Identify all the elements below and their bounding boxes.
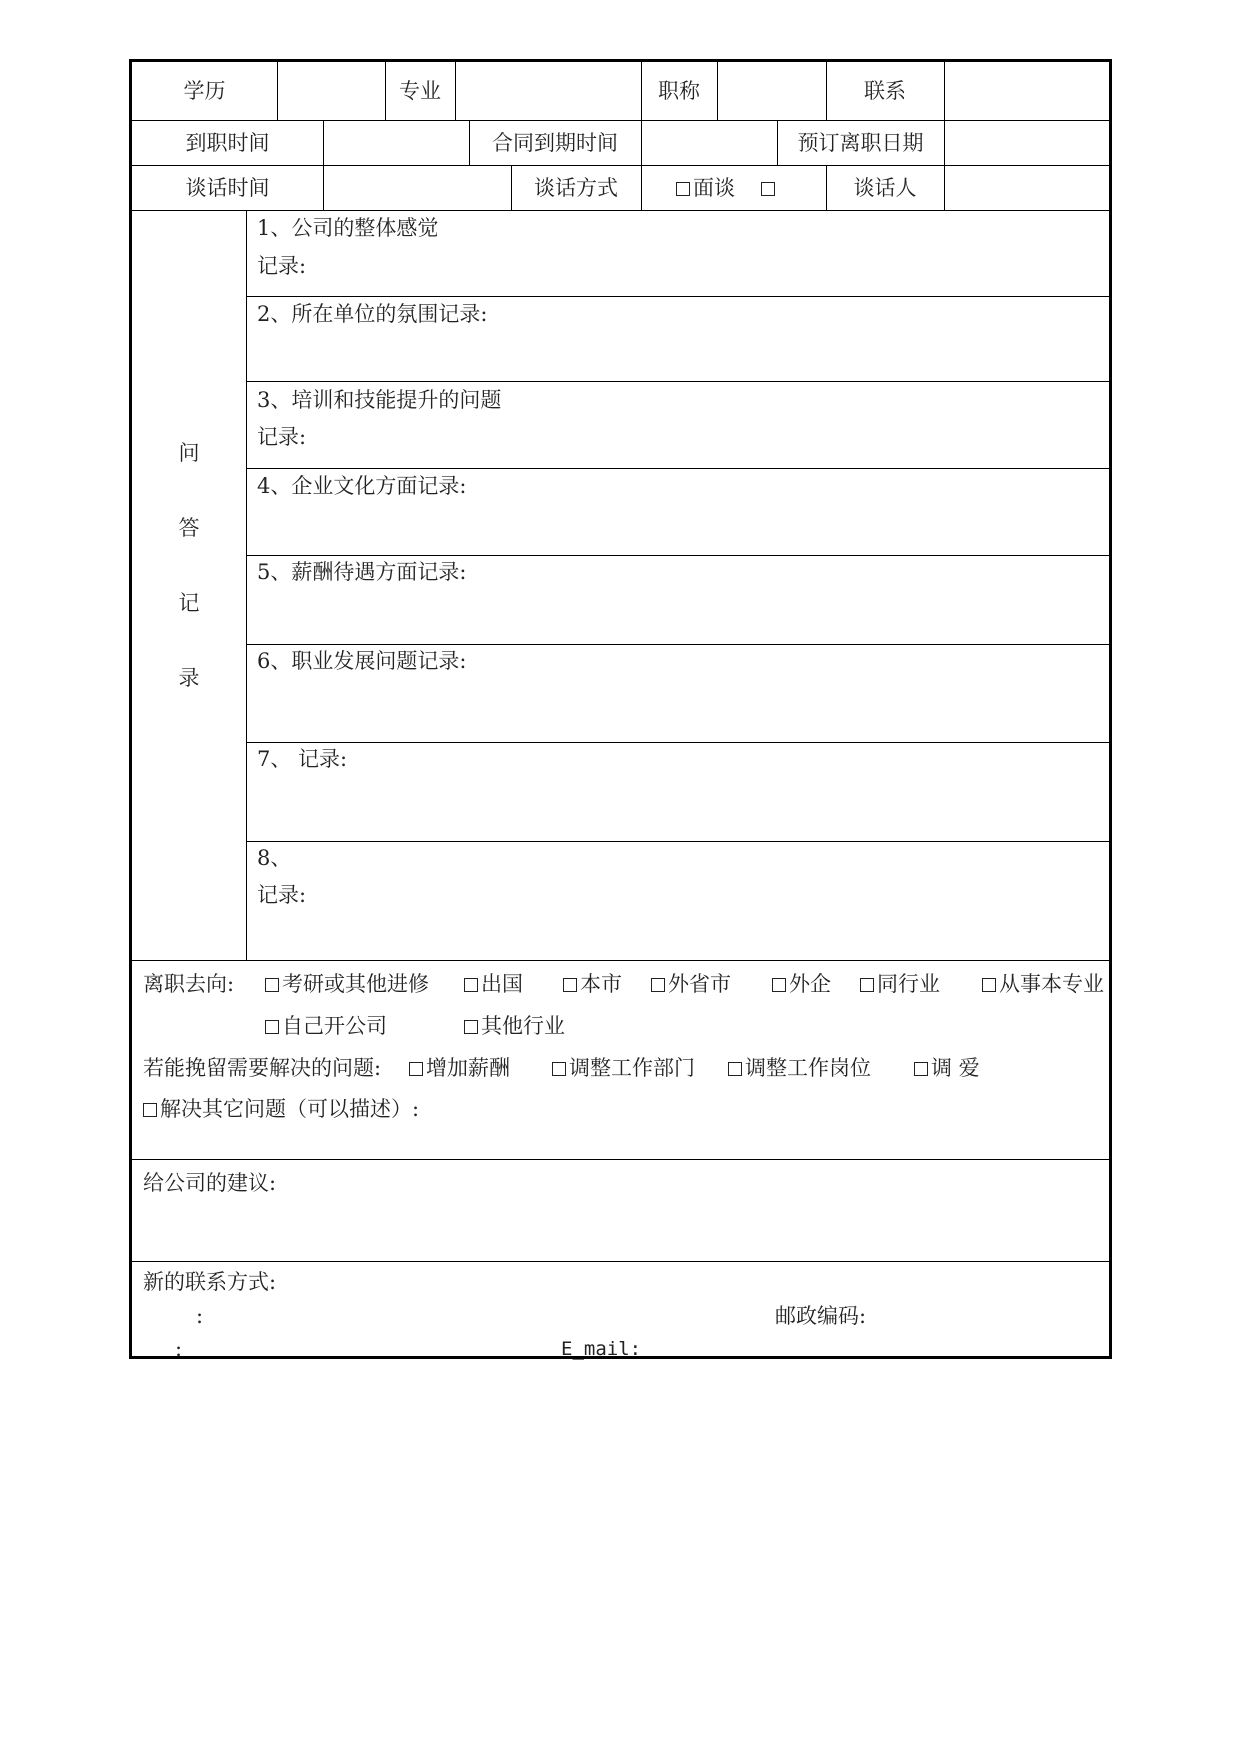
checkbox-icon[interactable] <box>860 978 874 992</box>
face-to-face-checkbox[interactable] <box>676 182 690 196</box>
option-label: 调整工作岗位 <box>745 1056 871 1080</box>
qa-item-5-title: 5、薪酬待遇方面记录: <box>257 560 467 584</box>
checkbox-icon[interactable] <box>464 978 478 992</box>
qa-item-3-title: 3、培训和技能提升的问题 <box>257 388 502 412</box>
option-label: 自己开公司 <box>282 1014 387 1038</box>
destination-label: 离职去向: <box>143 972 235 996</box>
qa-side-char-1: 问 <box>178 441 200 465</box>
checkbox-icon[interactable] <box>265 978 279 992</box>
email-label: E_mail: <box>561 1338 642 1360</box>
interviewer-label: 谈话人 <box>853 176 917 200</box>
qa-item-1-title: 1、公司的整体感觉 <box>257 216 439 240</box>
option-label: 从事本专业 <box>999 972 1104 996</box>
checkbox-icon[interactable] <box>409 1062 423 1076</box>
interview-method-label: 谈话方式 <box>534 176 618 200</box>
destination-option-5[interactable] <box>772 971 831 997</box>
destination-option-6[interactable] <box>860 971 940 997</box>
option-label: 调整工作部门 <box>569 1056 695 1080</box>
qa-item-2-title: 2、所在单位的氛围记录: <box>257 302 488 326</box>
option-label: 外企 <box>789 972 831 996</box>
checkbox-icon[interactable] <box>143 1103 157 1117</box>
qa-item-8-record: 记录: <box>257 883 307 907</box>
destination-option-2[interactable] <box>464 971 523 997</box>
other-method-checkbox[interactable] <box>761 182 775 196</box>
major-label: 专业 <box>399 79 441 103</box>
checkbox-icon[interactable] <box>914 1062 928 1076</box>
checkbox-icon[interactable] <box>728 1062 742 1076</box>
destination-option-9[interactable] <box>464 1013 565 1039</box>
option-label: 出国 <box>481 972 523 996</box>
checkbox-icon[interactable] <box>552 1062 566 1076</box>
checkbox-icon[interactable] <box>563 978 577 992</box>
option-label: 调 爱 <box>931 1056 980 1080</box>
checkbox-icon[interactable] <box>265 1020 279 1034</box>
qa-item-8-title: 8、 <box>257 846 292 870</box>
retention-option-1[interactable] <box>409 1055 510 1081</box>
option-label: 本市 <box>580 972 622 996</box>
qa-item-6-title: 6、职业发展问题记录: <box>257 649 467 673</box>
new-contact-label: 新的联系方式: <box>143 1270 277 1294</box>
destination-option-3[interactable] <box>563 971 622 997</box>
interview-time-label: 谈话时间 <box>185 176 270 200</box>
education-label: 学历 <box>183 79 226 103</box>
qa-side-char-2: 答 <box>178 516 200 540</box>
retention-option-2[interactable] <box>552 1055 695 1081</box>
planned-leave-date-label: 预订离职日期 <box>797 131 924 155</box>
qa-side-char-4: 录 <box>178 666 200 690</box>
suggestion-label: 给公司的建议: <box>143 1171 277 1195</box>
interview-method-options <box>676 175 778 201</box>
destination-option-1[interactable] <box>265 971 429 997</box>
new-contact-phone-colon: : <box>175 1337 183 1361</box>
start-date-label: 到职时间 <box>185 131 270 155</box>
contact-label: 联系 <box>864 79 906 103</box>
contract-expiry-label: 合同到期时间 <box>492 131 618 155</box>
qa-item-1-record: 记录: <box>257 254 307 278</box>
checkbox-icon[interactable] <box>651 978 665 992</box>
checkbox-icon[interactable] <box>982 978 996 992</box>
qa-item-4-title: 4、企业文化方面记录: <box>257 474 467 498</box>
qa-item-3-record: 记录: <box>257 425 307 449</box>
exit-interview-form <box>129 59 1112 1359</box>
postal-code-label: 邮政编码: <box>775 1304 867 1328</box>
checkbox-icon[interactable] <box>772 978 786 992</box>
option-label: 同行业 <box>877 972 940 996</box>
option-label: 解决其它问题（可以描述）: <box>160 1097 420 1121</box>
destination-option-7[interactable] <box>982 971 1104 997</box>
retention-option-4[interactable] <box>914 1055 980 1081</box>
destination-option-4[interactable] <box>651 971 731 997</box>
option-label: 其他行业 <box>481 1014 565 1038</box>
retention-option-3[interactable] <box>728 1055 871 1081</box>
option-label: 外省市 <box>668 972 731 996</box>
checkbox-icon[interactable] <box>464 1020 478 1034</box>
qa-side-char-3: 记 <box>178 591 200 615</box>
option-label: 增加薪酬 <box>426 1056 510 1080</box>
qa-item-7-title: 7、 记录: <box>257 747 348 771</box>
job-title-label: 职称 <box>658 79 700 103</box>
retention-label: 若能挽留需要解决的问题: <box>143 1056 382 1080</box>
destination-option-8[interactable] <box>265 1013 387 1039</box>
face-to-face-label: 面谈 <box>693 176 735 200</box>
retention-other-option[interactable] <box>143 1096 419 1122</box>
new-contact-address-colon: : <box>196 1304 204 1328</box>
option-label: 考研或其他进修 <box>282 972 429 996</box>
